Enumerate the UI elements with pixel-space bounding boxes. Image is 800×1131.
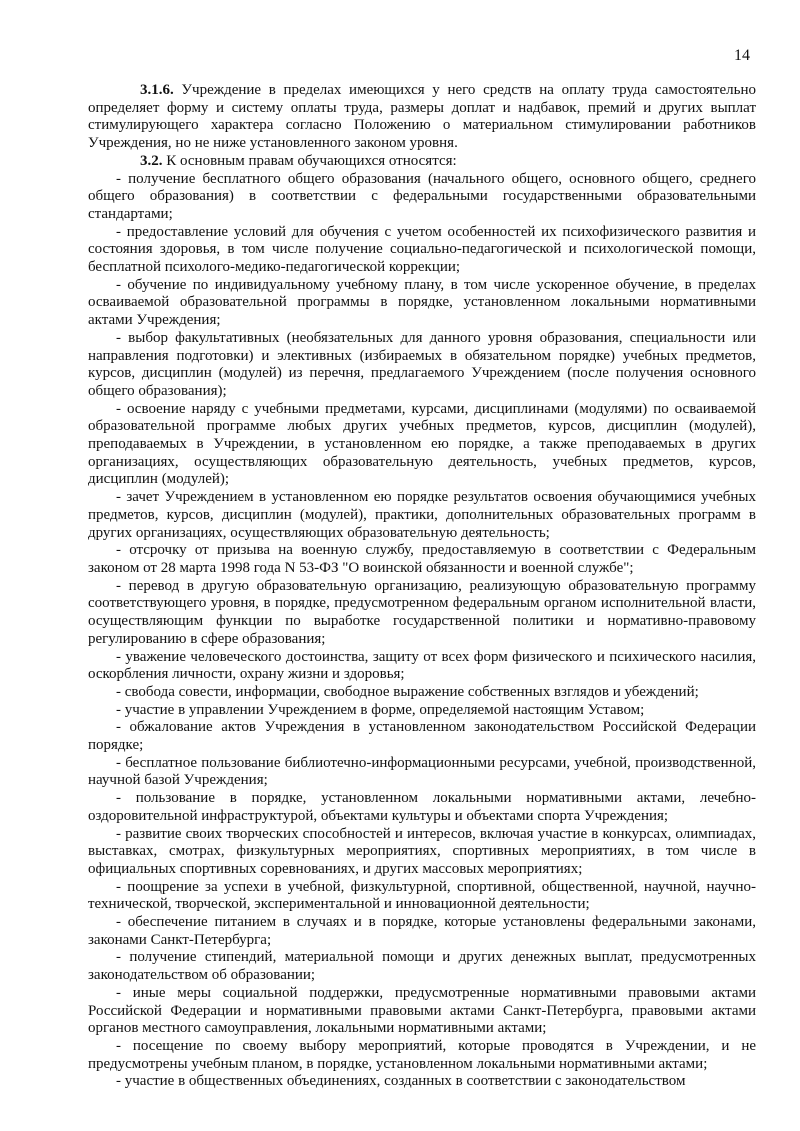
list-item: - освоение наряду с учебными предметами, курсами, дисциплинами (модулями) по осваиваемой образовательной программе любых других учебных предметов, курсов, дисциплин (модулей), преподаваемых в Учреждении, в установленном ею порядке, а также преподаваемых в других организациях, осуществляющих образовательную деятельность, учебных предметов, курсов, дисциплин (модулей); [88,400,756,488]
list-item: - выбор факультативных (необязательных для данного уровня образования, специальности или направления подготовки) и элективных (избираемых в обязательном порядке) учебных предметов, курсов, дисциплин (модулей) из перечня, предлагаемого Учреждением (после получения основного общего образования); [88,329,756,399]
document-body [88,82,756,1091]
list-item: - обеспечение питанием в случаях и в порядке, которые установлены федеральными законами, законами Санкт-Петербурга; [88,914,756,948]
section-3-2-label: 3.2. [140,152,163,169]
list-item: - отсрочку от призыва на военную службу, предоставляемую в соответствии с Федеральным законом от 28 марта 1998 года N 53-ФЗ "О воинской обязанности и военной службе"; [88,542,756,576]
list-item: - предоставление условий для обучения с учетом особенностей их психофизического развития и состояния здоровья, в том числе получение социально-педагогической и психологической помощи, бесплатной психолого-медико-педагогической коррекции; [88,223,756,276]
list-item: - поощрение за успехи в учебной, физкультурной, спортивной, общественной, научной, научно-технической, творческой, экспериментальной и инновационной деятельности; [88,878,756,913]
list-item: - свобода совести, информации, свободное выражение собственных взглядов и убеждений; [116,683,699,700]
section-3-1-6-text: Учреждение в пределах имеющихся у него средств на оплату труда самостоятельно определяет форму и систему оплаты труда, размеры доплат и надбавок, премий и других выплат стимулирующего характера согласно Положению о материальном стимулировании работников Учреждения, но не ниже установленного законом уровня. [88,82,756,152]
list-item: - пользование в порядке, установленном локальными нормативными актами, лечебно-оздоровительной инфраструктурой, объектами культуры и объектами спорта Учреждения; [88,790,756,824]
list-item: - бесплатное пользование библиотечно-информационными ресурсами, учебной, производственной, научной базой Учреждения; [88,754,756,789]
list-item: - иные меры социальной поддержки, предусмотренные нормативными правовыми актами Российской Федерации и нормативными правовыми актами Санкт-Петербурга, правовыми актами органов местного самоуправления, локальными нормативными актами; [88,984,756,1037]
list-item: - посещение по своему выбору мероприятий, которые проводятся в Учреждении, и не предусмотрены учебным планом, в порядке, установленном локальными нормативными актами; [88,1037,756,1072]
list-item: - развитие своих творческих способностей и интересов, включая участие в конкурсах, олимпиадах, выставках, смотрах, физкультурных мероприятиях, спортивных мероприятиях, в том числе в официальных спортивных соревнованиях, и других массовых мероприятиях; [88,825,756,877]
list-item: - участие в общественных объединениях, созданных в соответствии с законодательством [116,1073,686,1090]
page-number: 14 [734,47,750,64]
section-3-1-6 [88,82,756,153]
list-item: - перевод в другую образовательную организацию, реализующую образовательную программу соответствующего уровня, в порядке, предусмотренном федеральным органом исполнительной власти, осуществляющим функции по выработке государственной политики и нормативно-правовому регулированию в сфере образования; [88,577,756,647]
section-3-2-text: К основным правам обучающихся относятся: [162,152,457,169]
list-item: - обжалование актов Учреждения в установленном законодательством Российской Федерации порядке; [88,719,756,754]
list-item: - получение стипендий, материальной помощи и других денежных выплат, предусмотренных законодательством об образовании; [88,949,756,984]
section-3-2 [88,153,756,171]
list-item: - зачет Учреждением в установленном ею порядке результатов освоения обучающимися учебных предметов, курсов, дисциплин (модулей), практики, дополнительных образовательных программ в других организациях, осуществляющих образовательную деятельность; [88,489,756,541]
list-item: - обучение по индивидуальному учебному плану, в том числе ускоренное обучение, в пределах осваиваемой образовательной программы в порядке, установленном локальными нормативными актами Учреждения; [88,276,756,329]
list-item: - уважение человеческого достоинства, защиту от всех форм физического и психического насилия, оскорбления личности, охрану жизни и здоровья; [88,648,756,683]
list-item: - получение бесплатного общего образования (начального общего, основного общего, среднего общего образования) в соответствии с федеральными государственными образовательными стандартами; [88,170,756,222]
section-3-1-6-label: 3.1.6. [140,82,174,98]
list-item: - участие в управлении Учреждением в форме, определяемой настоящим Уставом; [116,701,645,718]
